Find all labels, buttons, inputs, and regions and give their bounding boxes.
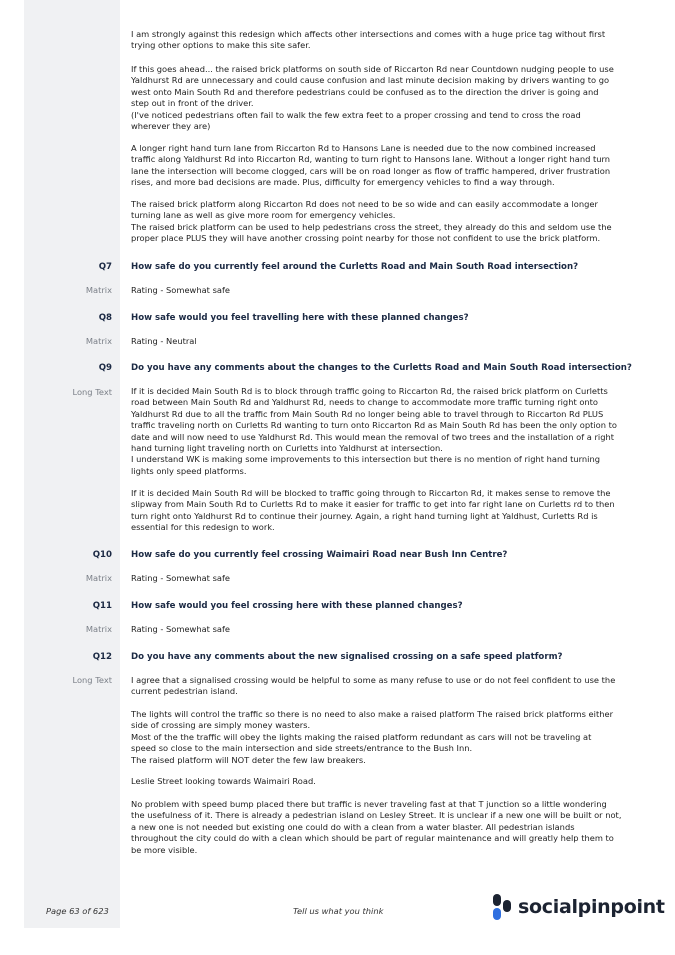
- question-text: How safe do you currently feel crossing Waimairi Road near Bush Inn Centre?: [131, 550, 508, 560]
- brand-name: socialpinpoint: [518, 896, 665, 918]
- question-number: Q12: [92, 652, 112, 662]
- question-number: Q11: [92, 601, 112, 611]
- question-number: Q9: [98, 363, 112, 373]
- answer-type-label: Matrix: [85, 624, 112, 634]
- question-text: Do you have any comments about the new signalised crossing on a safe speed platform?: [131, 652, 563, 662]
- pinpoint-icon: [492, 894, 512, 920]
- answer-type-label: Matrix: [85, 285, 112, 295]
- socialpinpoint-logo: [492, 893, 665, 921]
- answer-type-label: Matrix: [85, 573, 112, 583]
- footer-title: Tell us what you think: [293, 906, 384, 916]
- answer-type-label: Long Text: [72, 387, 112, 397]
- question-number: Q7: [98, 262, 112, 272]
- question-number: Q10: [92, 550, 112, 560]
- answer-text: Rating - Neutral: [131, 336, 197, 346]
- question-text: How safe do you currently feel around the Curletts Road and Main South Road intersection?: [131, 262, 579, 272]
- answer-type-label: Matrix: [85, 336, 112, 346]
- answer-text: If it is decided Main South Rd will be blocked to traffic going through to Riccarton Rd, it makes sense to remove the slipway from Main South Rd to Curletts Rd to make it easier for traffic to get into far right lane on Curletts rd to then turn right onto Yaldhurst Rd to continue their journey. Again, a right hand turning light at Yaldhust, Curletts Rd is essential for this redesign to work.: [131, 488, 615, 533]
- response-paragraph: The raised brick platform along Riccarton Rd does not need to be so wide and can easily accommodate a longer turning lane as well as give more room for emergency vehicles. The raised brick platform can be used to help pedestrians cross the street, they already do this and seldom use the proper place PLUS they will have another crossing point nearby for those not confident to use the brick platform.: [131, 199, 612, 244]
- answer-text: If it is decided Main South Rd is to block through traffic going to Riccarton Rd, the raised brick platform on Curletts road between Main South Rd and Yaldhurst Rd, needs to change to accommodate more traffic turning right onto Yaldhurst Rd due to all the traffic from Main South Rd no longer being able to travel through to Riccarton Rd PLUS traffic traveling north on Curletts Rd wanting to turn onto Riccarton Rd as Main South Rd has been the only option to date and will now need to use Yaldhurst Rd. This would mean the removal of two trees and the installation of a right hand turning light traveling north on Curletts into Yaldhurst at intersection. I understand WK is making some improvements to this intersection but there is no mention of right hand turning lights only speed platforms.: [131, 386, 617, 476]
- answer-text: Rating - Somewhat safe: [131, 624, 230, 634]
- page-number: Page 63 of 623: [46, 906, 109, 916]
- answer-text: No problem with speed bump placed there but traffic is never traveling fast at that T junction so a little wondering the usefulness of it. There is already a pedestrian island on Lesley Street. It is unclear if a new one will be built or not, a new one is not needed but existing one could do with a clean from a water blaster. All pedestrian islands throughout the city could do with a clean which should be part of regular maintenance and will greatly help them to be more visible.: [131, 799, 622, 855]
- left-margin-panel: [24, 0, 120, 928]
- question-number: Q8: [98, 313, 112, 323]
- question-text: How safe would you feel crossing here with these planned changes?: [131, 601, 463, 611]
- response-paragraph: If this goes ahead... the raised brick platforms on south side of Riccarton Rd near Countdown nudging people to use Yaldhurst Rd are unnecessary and could cause confusion and last minute decision making by drivers wanting to go west onto Main South Rd and therefore pedestrians could be confused as to the direction the driver is going and step out in front of the driver. (I've noticed pedestrians often fail to walk the few extra feet to a proper crossing and tend to cross the road wherever they are): [131, 64, 614, 132]
- response-paragraph: A longer right hand turn lane from Riccarton Rd to Hansons Lane is needed due to the now combined increased traffic along Yaldhurst Rd into Riccarton Rd, wanting to turn right to Hansons lane. Without a longer right hand turn lane the intersection will become clogged, cars will be on road longer as flow of traffic hampered, driver frustration rises, and more bad decisions are made. Plus, difficulty for emergency vehicles to find a way through.: [131, 143, 611, 188]
- answer-text: Rating - Somewhat safe: [131, 285, 230, 295]
- question-text: Do you have any comments about the changes to the Curletts Road and Main South Road intersection?: [131, 363, 632, 373]
- answer-text: The lights will control the traffic so there is no need to also make a raised platform The raised brick platforms either side of crossing are simply money wasters. Most of the the traffic will obey the lights making the raised platform redundant as cars will not be traveling at speed so close to the main intersection and side streets/entrance to the Bush Inn. The raised platform will NOT deter the few law breakers.: [131, 709, 613, 765]
- answer-text: Leslie Street looking towards Waimairi Road.: [131, 776, 316, 786]
- answer-text: I agree that a signalised crossing would be helpful to some as many refuse to use or do not feel confident to use the current pedestrian island.: [131, 675, 616, 697]
- question-text: How safe would you feel travelling here with these planned changes?: [131, 313, 469, 323]
- answer-type-label: Long Text: [72, 675, 112, 685]
- answer-text: Rating - Somewhat safe: [131, 573, 230, 583]
- response-paragraph: I am strongly against this redesign which affects other intersections and comes with a huge price tag without first trying other options to make this site safer.: [131, 29, 606, 51]
